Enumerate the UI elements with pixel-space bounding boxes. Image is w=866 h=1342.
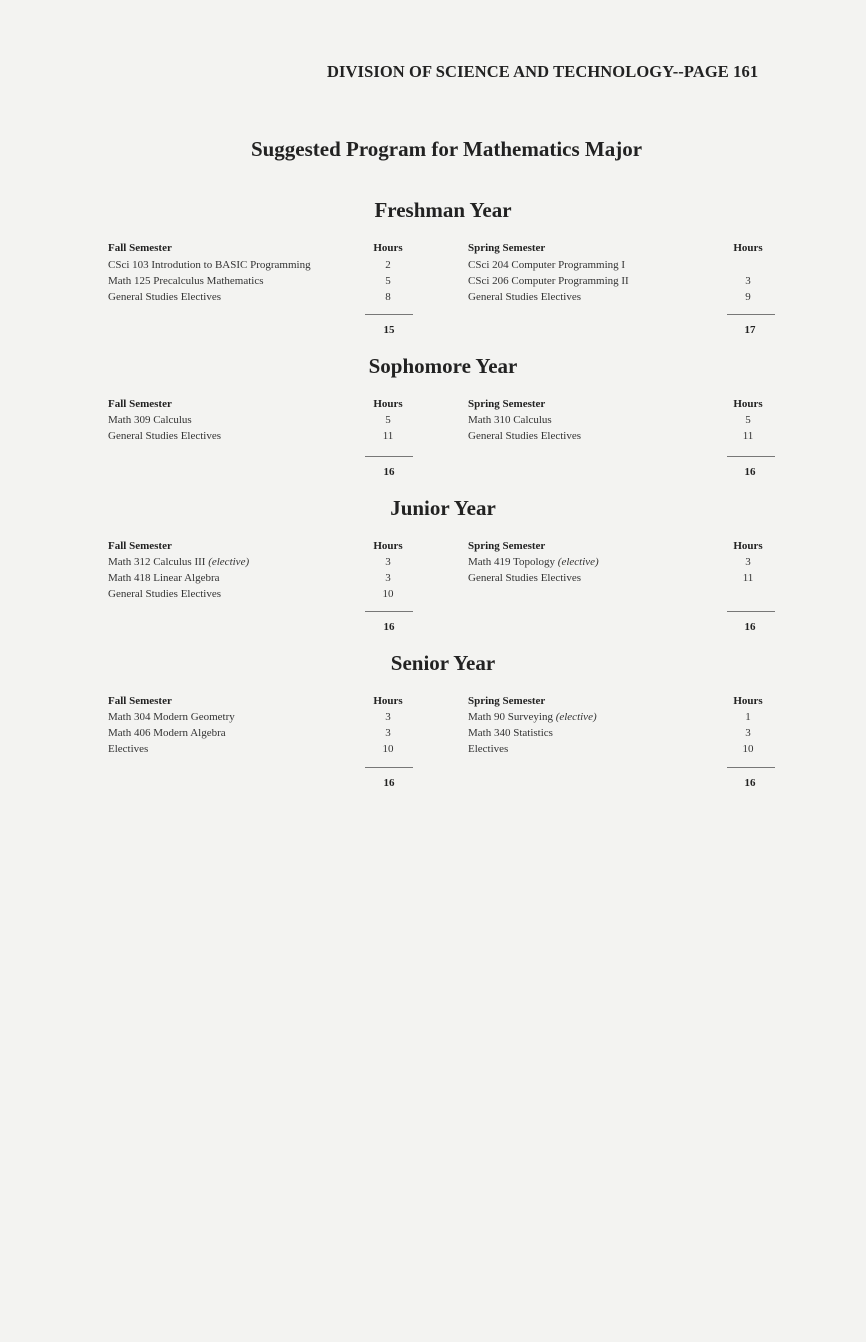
course-hours: 3 xyxy=(745,275,751,287)
course-name: CSci 204 Computer Programming I xyxy=(468,259,626,271)
course-hours: 10 xyxy=(382,588,394,600)
year-heading-freshman: Freshman Year xyxy=(374,198,512,222)
total-rule xyxy=(365,456,413,457)
spring-hours-label: Hours xyxy=(733,540,763,552)
spring-semester-label: Spring Semester xyxy=(468,242,546,254)
course-name: Math 340 Statistics xyxy=(468,727,553,739)
fall-semester-label: Fall Semester xyxy=(108,540,172,552)
fall-hours-label: Hours xyxy=(373,540,403,552)
course-name: Math 125 Precalculus Mathematics xyxy=(108,275,264,287)
course-name: General Studies Electives xyxy=(468,572,582,584)
spring-total-hours: 16 xyxy=(744,777,756,789)
spring-total-hours: 17 xyxy=(744,324,756,336)
course-name: Math 419 Topology (elective) xyxy=(468,556,599,568)
fall-total-hours: 16 xyxy=(383,466,395,478)
fall-hours-label: Hours xyxy=(373,398,403,410)
spring-hours-label: Hours xyxy=(733,398,763,410)
course-hours: 11 xyxy=(742,572,754,584)
course-hours: 10 xyxy=(382,743,394,755)
fall-total-hours: 15 xyxy=(383,324,395,336)
course-hours: 5 xyxy=(745,414,751,426)
spring-semester-label: Spring Semester xyxy=(468,540,546,552)
year-heading-senior: Senior Year xyxy=(390,651,496,675)
course-hours: 3 xyxy=(385,727,391,739)
fall-total-hours: 16 xyxy=(383,621,395,633)
spring-semester-label: Spring Semester xyxy=(468,398,546,410)
course-hours: 11 xyxy=(742,430,754,442)
total-rule xyxy=(727,611,775,612)
total-rule xyxy=(727,456,775,457)
fall-hours-label: Hours xyxy=(373,242,403,254)
spring-semester-label: Spring Semester xyxy=(468,695,546,707)
course-name: Math 312 Calculus III (elective) xyxy=(108,556,250,568)
course-hours: 3 xyxy=(745,556,751,568)
course-name: General Studies Electives xyxy=(468,291,582,303)
spring-total-hours: 16 xyxy=(744,466,756,478)
course-name: General Studies Electives xyxy=(468,430,582,442)
course-hours: 8 xyxy=(385,291,391,303)
course-name: General Studies Electives xyxy=(108,588,222,600)
fall-semester-label: Fall Semester xyxy=(108,695,172,707)
course-name: CSci 103 Introdution to BASIC Programming xyxy=(108,259,311,271)
spring-total-hours: 16 xyxy=(744,621,756,633)
course-name: Math 304 Modern Geometry xyxy=(108,711,235,723)
course-name: Math 418 Linear Algebra xyxy=(108,572,220,584)
course-hours: 1 xyxy=(745,711,751,723)
course-name: Electives xyxy=(108,743,149,755)
course-hours: 3 xyxy=(385,572,391,584)
total-rule xyxy=(365,314,413,315)
course-hours: 10 xyxy=(742,743,754,755)
page-header: DIVISION OF SCIENCE AND TECHNOLOGY--PAGE 161 xyxy=(327,62,759,81)
course-name: Math 310 Calculus xyxy=(468,414,552,426)
course-hours: 3 xyxy=(745,727,751,739)
elective-note: (elective) xyxy=(555,711,597,723)
total-rule xyxy=(727,767,775,768)
total-rule xyxy=(727,314,775,315)
course-hours: 2 xyxy=(385,259,391,271)
total-rule xyxy=(365,767,413,768)
course-name: CSci 206 Computer Programming II xyxy=(468,275,629,287)
spring-hours-label: Hours xyxy=(733,695,763,707)
course-name: Electives xyxy=(468,743,509,755)
total-rule xyxy=(365,611,413,612)
course-name: Math 406 Modern Algebra xyxy=(108,727,226,739)
elective-note: (elective) xyxy=(557,556,599,568)
course-hours: 5 xyxy=(385,414,391,426)
year-heading-junior: Junior Year xyxy=(390,496,496,520)
course-hours: 9 xyxy=(745,291,751,303)
elective-note: (elective) xyxy=(208,556,250,568)
fall-semester-label: Fall Semester xyxy=(108,398,172,410)
course-hours: 3 xyxy=(385,711,391,723)
fall-total-hours: 16 xyxy=(383,777,395,789)
course-name: General Studies Electives xyxy=(108,430,222,442)
course-name: General Studies Electives xyxy=(108,291,222,303)
course-name: Math 90 Surveying (elective) xyxy=(468,711,597,723)
year-heading-sophomore: Sophomore Year xyxy=(368,354,518,378)
course-name: Math 309 Calculus xyxy=(108,414,192,426)
course-hours: 11 xyxy=(382,430,394,442)
page-title: Suggested Program for Mathematics Major xyxy=(250,137,643,161)
fall-hours-label: Hours xyxy=(373,695,403,707)
course-hours: 3 xyxy=(385,556,391,568)
fall-semester-label: Fall Semester xyxy=(108,242,172,254)
spring-hours-label: Hours xyxy=(733,242,763,254)
course-hours: 5 xyxy=(385,275,391,287)
